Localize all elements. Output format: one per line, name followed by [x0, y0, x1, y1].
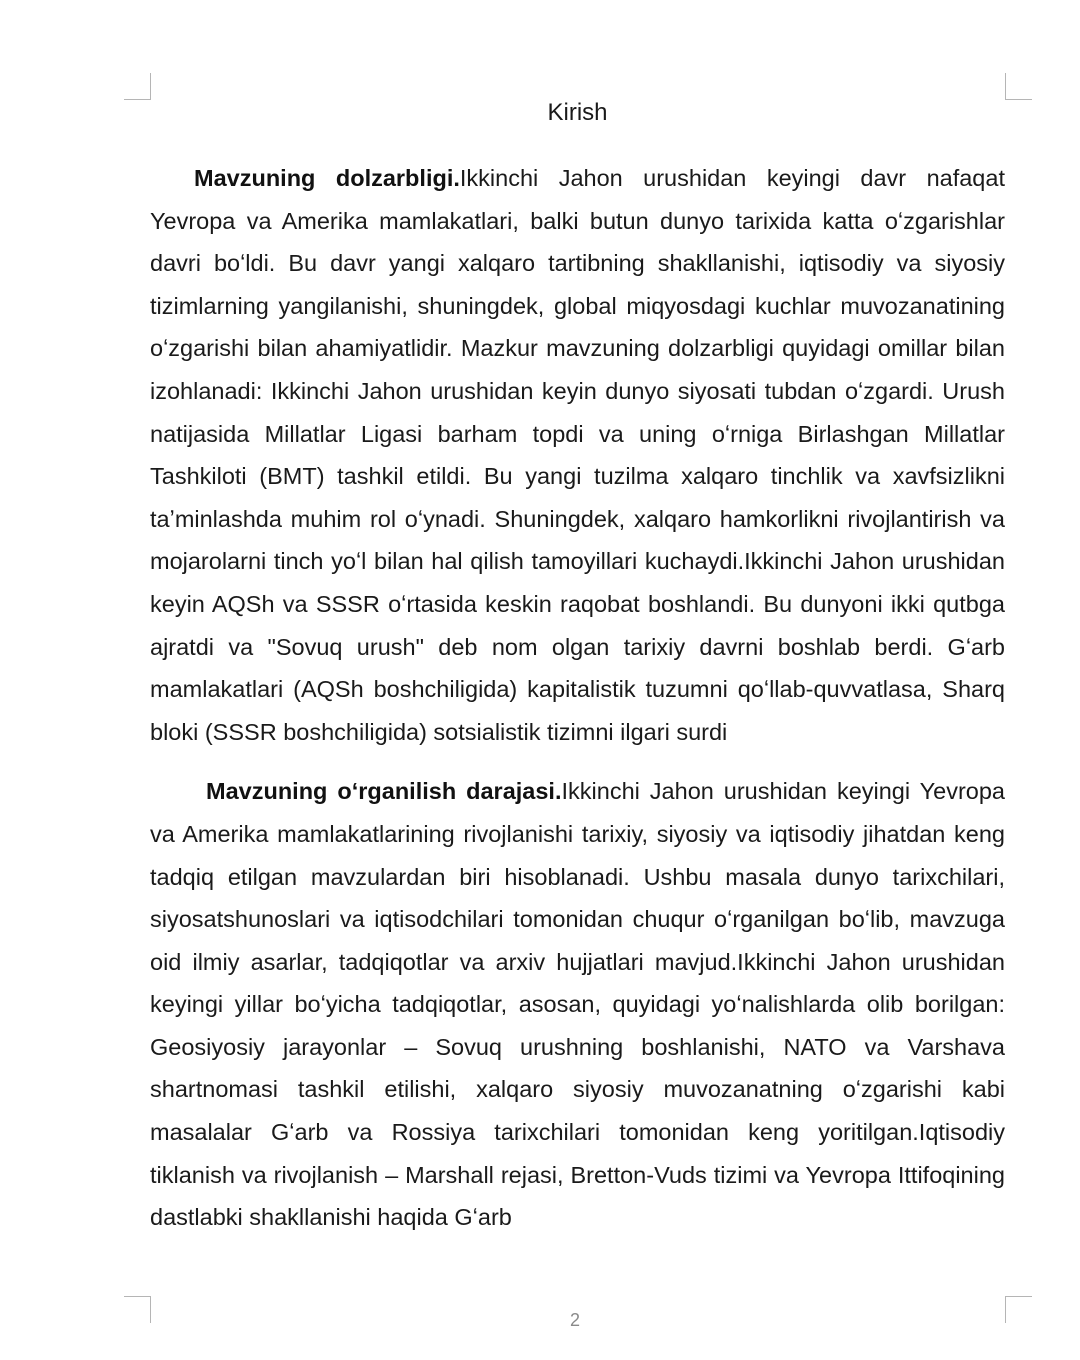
page-number: 2 — [569, 1310, 580, 1330]
paragraph-lead-heading: Mavzuning dolzarbligi. — [194, 165, 460, 191]
paragraph-study-level — [150, 770, 1005, 1239]
page-content — [150, 96, 1005, 1239]
page-title: Kirish — [547, 99, 608, 126]
crop-mark-top-right — [1005, 73, 1032, 100]
paragraph-lead-heading: Mavzuning oʻrganilish darajasi. — [206, 778, 562, 805]
crop-mark-top-left — [124, 73, 151, 100]
paragraph-body: Ikkinchi Jahon urushidan keyingi Yevropa va Amerika mamlakatlarining rivojlanishi tarixiy, siyosiy va iqtisodiy jihatdan keng tadqiq etilgan mavzulardan biri hisoblanadi. Ushbu masala dunyo tarixchilari, siyosatshunoslari va iqtisodchilari tomonidan chuqur oʻrganilgan boʻlib, mavzuga oid ilmiy asarlar, tadqiqotlar va arxiv hujjatlari mavjud.Ikkinchi Jahon urushidan keyingi yillar boʻyicha tadqiqotlar, asosan, quyidagi yoʻnalishlarda olib borilgan: Geosiyosiy jarayonlar – Sovuq urushning boshlanishi, NATO va Varshava shartnomasi tashkil etilishi, xalqaro siyosiy muvozanatning oʻzgarishi kabi masalalar Gʻarb va Rossiya tarixchilari tomonidan keng yoritilgan.Iqtisodiy tiklanish va rivojlanish – Marshall rejasi, Bretton-Vuds tizimi va Yevropa Ittifoqining dastlabki shakllanishi haqida Gʻarb — [150, 778, 1005, 1231]
paragraph-relevance — [150, 157, 1005, 753]
paragraph-body: Ikkinchi Jahon urushidan keyingi davr nafaqat Yevropa va Amerika mamlakatlari, balki butun dunyo tarixida katta oʻzgarishlar davri boʻldi. Bu davr yangi xalqaro tartibning shakllanishi, iqtisodiy va siyosiy tizimlarning yangilanishi, shuningdek, global miqyosdagi kuchlar muvozanatining oʻzgarishi bilan ahamiyatlidir. Mazkur mavzuning dolzarbligi quyidagi omillar bilan izohlanadi: Ikkinchi Jahon urushidan keyin dunyo siyosati tubdan oʻzgardi. Urush natijasida Millatlar Ligasi barham topdi va uning oʻrniga Birlashgan Millatlar Tashkiloti (BMT) tashkil etildi. Bu yangi tuzilma xalqaro tinchlik va xavfsizlikni taʼminlashda muhim rol oʻynadi. Shuningdek, xalqaro hamkorlikni rivojlantirish va mojarolarni tinch yoʻl bilan hal qilish tamoyillari kuchaydi.Ikkinchi Jahon urushidan keyin AQSh va SSSR oʻrtasida keskin raqobat boshlandi. Bu dunyoni ikki qutbga ajratdi va "Sovuq urush" deb nom olgan tarixiy davrni boshlab berdi. Gʻarb mamlakatlari (AQSh boshchiligida) kapitalistik tuzumni qoʻllab-quvvatlasa, Sharq bloki (SSSR boshchiligida) sotsialistik tizimni ilgari surdi — [150, 165, 1005, 745]
